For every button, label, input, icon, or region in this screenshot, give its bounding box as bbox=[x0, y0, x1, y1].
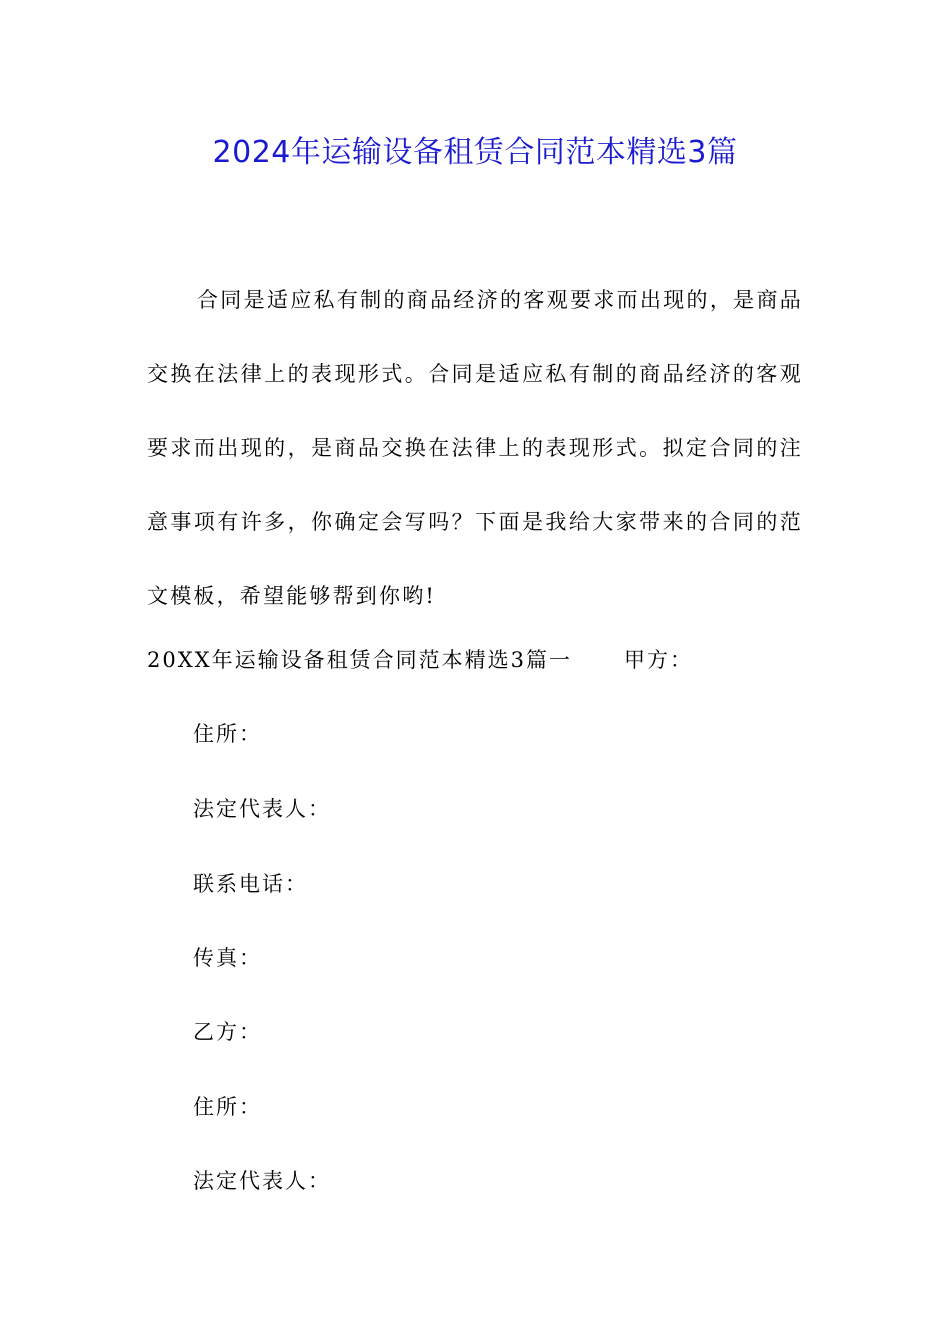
field-fax-a: 传真： bbox=[193, 946, 262, 970]
section-heading: 20XX年运输设备租赁合同范本精选3篇一 bbox=[147, 648, 572, 672]
document-title: 2024年运输设备租赁合同范本精选3篇 bbox=[212, 135, 738, 170]
field-legal-rep-b: 法定代表人： bbox=[193, 1169, 331, 1193]
field-phone-a: 联系电话： bbox=[193, 872, 308, 896]
field-address-b: 住所： bbox=[193, 1095, 262, 1119]
field-address-a: 住所： bbox=[193, 722, 262, 746]
party-a-label: 甲方： bbox=[623, 648, 693, 672]
party-b-label: 乙方： bbox=[193, 1020, 262, 1044]
section-heading-line bbox=[147, 640, 693, 680]
intro-paragraph: 合同是适应私有制的商品经济的客观要求而出现的，是商品交换在法律上的表现形式。合同是适应私有制的商品经济的客观要求而出现的，是商品交换在法律上的表现形式。拟定合同的注意事项有许多，你确定会写吗？下面是我给大家带来的合同的范文模板，希望能够帮到你哟! bbox=[147, 288, 803, 608]
field-legal-rep-a: 法定代表人： bbox=[193, 797, 331, 821]
